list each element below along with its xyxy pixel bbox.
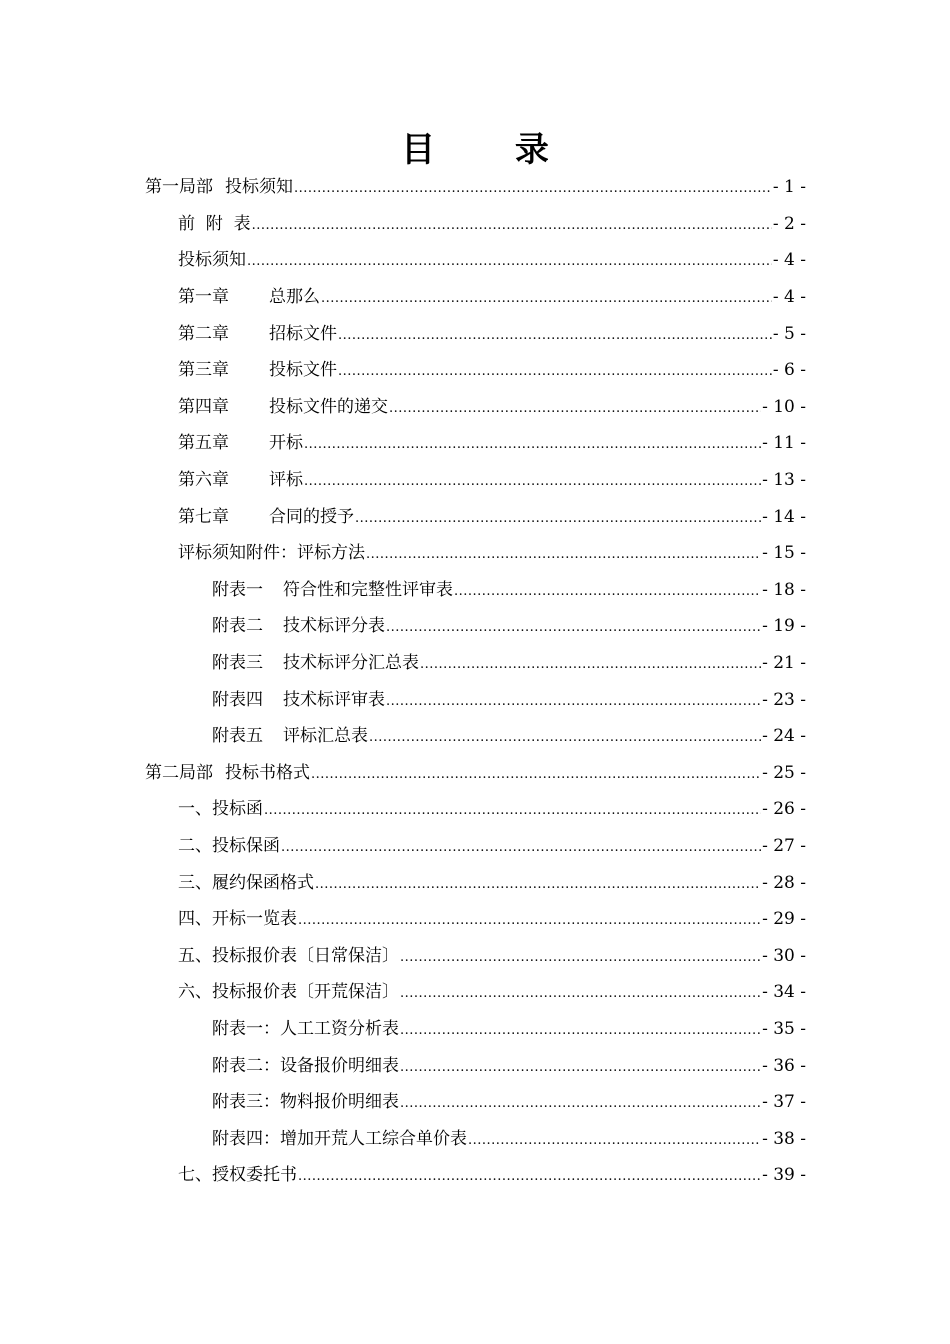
toc-page-number: - 2 - bbox=[772, 213, 806, 234]
toc-entry[interactable] bbox=[178, 389, 806, 426]
toc-dot-leader bbox=[386, 690, 761, 710]
toc-entry[interactable] bbox=[178, 242, 806, 279]
toc-entry-prefix: 评标须知附件：评标方法 bbox=[178, 543, 365, 564]
toc-dot-leader bbox=[304, 470, 761, 490]
toc-entry[interactable] bbox=[178, 535, 806, 572]
toc-dot-leader bbox=[247, 250, 772, 270]
toc-entry-prefix: 六、投标报价表〔开荒保洁〕 bbox=[178, 982, 399, 1003]
toc-entry-label bbox=[212, 1056, 399, 1076]
toc-list bbox=[0, 169, 950, 1194]
toc-entry-label bbox=[212, 1092, 399, 1112]
toc-entry-text: 开标 bbox=[269, 433, 303, 454]
toc-entry-label bbox=[178, 873, 314, 893]
toc-page-number: - 36 - bbox=[762, 1055, 806, 1076]
toc-entry-prefix: 五、投标报价表〔日常保洁〕 bbox=[178, 945, 399, 966]
toc-page-number: - 14 - bbox=[762, 506, 806, 527]
toc-entry-prefix: 附表四：增加开荒人工综合单价表 bbox=[212, 1128, 467, 1149]
toc-entry[interactable] bbox=[178, 462, 806, 499]
toc-dot-leader bbox=[389, 397, 761, 417]
toc-page-number: - 26 - bbox=[762, 799, 806, 820]
toc-entry-prefix: 附表三 bbox=[212, 653, 263, 674]
toc-entry-prefix: 附表一 bbox=[212, 579, 263, 600]
toc-entry-text: 评标汇总表 bbox=[283, 726, 368, 747]
toc-page-number: - 24 - bbox=[762, 726, 806, 747]
toc-entry[interactable] bbox=[178, 901, 806, 938]
toc-entry-label bbox=[178, 433, 303, 453]
toc-entry-label bbox=[178, 470, 303, 490]
toc-entry-label bbox=[178, 324, 337, 344]
toc-page-number: - 11 - bbox=[762, 433, 806, 454]
toc-dot-leader bbox=[298, 1165, 761, 1185]
toc-page-number: - 6 - bbox=[772, 360, 806, 381]
toc-page-number: - 21 - bbox=[762, 653, 806, 674]
toc-entry-prefix: 三、履约保函格式 bbox=[178, 872, 314, 893]
toc-entry[interactable] bbox=[178, 864, 806, 901]
toc-page-number: - 30 - bbox=[762, 945, 806, 966]
toc-page-number: - 4 - bbox=[772, 250, 806, 271]
toc-entry-prefix: 附表四 bbox=[212, 689, 263, 710]
toc-entry-text: 投标文件的递交 bbox=[269, 396, 388, 417]
toc-dot-leader bbox=[338, 324, 772, 344]
toc-entry-prefix: 前 附 表 bbox=[178, 213, 251, 234]
toc-dot-leader bbox=[400, 1019, 761, 1039]
toc-entry[interactable] bbox=[212, 1047, 806, 1084]
toc-entry-label bbox=[178, 982, 399, 1002]
toc-entry-text: 总那么 bbox=[269, 287, 320, 308]
toc-page-number: - 35 - bbox=[762, 1018, 806, 1039]
toc-entry-label bbox=[178, 360, 337, 380]
toc-entry-prefix: 第七章 bbox=[178, 506, 229, 527]
toc-page-number: - 38 - bbox=[762, 1128, 806, 1149]
toc-entry-prefix: 第一局部 bbox=[145, 177, 213, 198]
toc-dot-leader bbox=[311, 763, 761, 783]
toc-entry-prefix: 附表二：设备报价明细表 bbox=[212, 1055, 399, 1076]
toc-page-number: - 10 - bbox=[762, 396, 806, 417]
toc-entry[interactable] bbox=[178, 315, 806, 352]
toc-dot-leader bbox=[298, 909, 761, 929]
toc-entry-prefix: 附表二 bbox=[212, 616, 263, 637]
toc-entry-prefix: 一、投标函 bbox=[178, 799, 263, 820]
toc-dot-leader bbox=[366, 543, 761, 563]
toc-page-number: - 29 - bbox=[762, 909, 806, 930]
toc-dot-leader bbox=[338, 360, 772, 380]
toc-page-number: - 37 - bbox=[762, 1092, 806, 1113]
toc-entry-prefix: 第三章 bbox=[178, 360, 229, 381]
toc-dot-leader bbox=[454, 580, 761, 600]
toc-page-number: - 5 - bbox=[772, 323, 806, 344]
toc-entry-label bbox=[178, 799, 263, 819]
toc-page-number: - 15 - bbox=[762, 543, 806, 564]
toc-entry-text: 符合性和完整性评审表 bbox=[283, 579, 453, 600]
toc-entry[interactable] bbox=[178, 425, 806, 462]
toc-entry-label bbox=[212, 580, 453, 600]
toc-entry-label bbox=[212, 1129, 467, 1149]
toc-dot-leader bbox=[304, 433, 761, 453]
toc-page-number: - 34 - bbox=[762, 982, 806, 1003]
toc-entry-prefix: 附表一：人工工资分析表 bbox=[212, 1018, 399, 1039]
toc-page-number: - 28 - bbox=[762, 872, 806, 893]
toc-entry-label bbox=[212, 1019, 399, 1039]
toc-dot-leader bbox=[264, 799, 761, 819]
toc-entry[interactable] bbox=[212, 718, 806, 755]
toc-entry[interactable] bbox=[212, 645, 806, 682]
toc-entry-text: 招标文件 bbox=[269, 323, 337, 344]
toc-page-number: - 19 - bbox=[762, 616, 806, 637]
toc-entry-prefix: 二、投标保函 bbox=[178, 835, 280, 856]
toc-dot-leader bbox=[315, 873, 761, 893]
toc-entry-label bbox=[212, 616, 385, 636]
toc-entry[interactable] bbox=[212, 1011, 806, 1048]
toc-entry-label bbox=[178, 946, 399, 966]
toc-entry-prefix: 第一章 bbox=[178, 287, 229, 308]
toc-entry-prefix: 七、授权委托书 bbox=[178, 1165, 297, 1186]
toc-dot-leader bbox=[400, 1056, 761, 1076]
toc-dot-leader bbox=[294, 177, 772, 197]
toc-entry[interactable] bbox=[212, 608, 806, 645]
toc-entry-text: 投标文件 bbox=[269, 360, 337, 381]
toc-entry[interactable] bbox=[212, 572, 806, 609]
toc-entry-text: 技术标评分表 bbox=[283, 616, 385, 637]
toc-entry-prefix: 第六章 bbox=[178, 470, 229, 491]
toc-entry[interactable] bbox=[178, 1157, 806, 1194]
toc-entry-label bbox=[145, 177, 293, 197]
toc-entry-label bbox=[212, 726, 368, 746]
toc-dot-leader bbox=[386, 616, 761, 636]
toc-entry-text: 评标 bbox=[269, 470, 303, 491]
toc-entry-label bbox=[145, 763, 310, 783]
toc-entry[interactable] bbox=[178, 498, 806, 535]
toc-page-number: - 4 - bbox=[772, 287, 806, 308]
toc-entry-label bbox=[212, 653, 419, 673]
toc-entry[interactable] bbox=[145, 169, 806, 206]
toc-dot-leader bbox=[369, 726, 761, 746]
toc-entry-label bbox=[178, 214, 251, 234]
toc-entry[interactable] bbox=[178, 791, 806, 828]
toc-entry-prefix: 附表五 bbox=[212, 726, 263, 747]
toc-entry[interactable] bbox=[145, 755, 806, 792]
toc-entry[interactable] bbox=[212, 681, 806, 718]
toc-dot-leader bbox=[281, 836, 761, 856]
toc-dot-leader bbox=[400, 1092, 761, 1112]
toc-entry-text: 合同的授予 bbox=[269, 506, 354, 527]
toc-entry-label bbox=[178, 1165, 297, 1185]
toc-dot-leader bbox=[400, 982, 761, 1002]
toc-entry[interactable] bbox=[178, 974, 806, 1011]
toc-entry[interactable] bbox=[178, 937, 806, 974]
toc-page-number: - 23 - bbox=[762, 689, 806, 710]
toc-entry-prefix: 附表三：物料报价明细表 bbox=[212, 1092, 399, 1113]
toc-page-number: - 39 - bbox=[762, 1165, 806, 1186]
toc-page-number: - 13 - bbox=[762, 470, 806, 491]
toc-entry-prefix: 投标须知 bbox=[178, 250, 246, 271]
toc-entry-label bbox=[212, 690, 385, 710]
toc-dot-leader bbox=[321, 287, 772, 307]
toc-entry[interactable] bbox=[178, 352, 806, 389]
toc-title: 目 录 bbox=[401, 130, 583, 170]
toc-page-number: - 18 - bbox=[762, 579, 806, 600]
toc-entry-label bbox=[178, 836, 280, 856]
toc-page-number: - 25 - bbox=[762, 762, 806, 783]
toc-entry-text: 投标须知 bbox=[225, 177, 293, 198]
toc-entry-label bbox=[178, 397, 388, 417]
toc-entry[interactable] bbox=[178, 828, 806, 865]
toc-entry-label bbox=[178, 287, 320, 307]
toc-entry[interactable] bbox=[212, 1120, 806, 1157]
toc-dot-leader bbox=[468, 1129, 761, 1149]
toc-entry[interactable] bbox=[212, 1084, 806, 1121]
toc-entry[interactable] bbox=[178, 206, 806, 243]
toc-dot-leader bbox=[252, 214, 772, 234]
toc-entry-prefix: 第五章 bbox=[178, 433, 229, 454]
toc-page-number: - 1 - bbox=[772, 177, 806, 198]
toc-entry-prefix: 四、开标一览表 bbox=[178, 909, 297, 930]
toc-entry-text: 技术标评分汇总表 bbox=[283, 653, 419, 674]
toc-entry-label bbox=[178, 507, 354, 527]
toc-dot-leader bbox=[420, 653, 761, 673]
toc-entry-text: 技术标评审表 bbox=[283, 689, 385, 710]
toc-dot-leader bbox=[355, 507, 761, 527]
toc-entry-prefix: 第二局部 bbox=[145, 762, 213, 783]
toc-entry-label bbox=[178, 250, 246, 270]
toc-entry-prefix: 第四章 bbox=[178, 396, 229, 417]
toc-entry-text: 投标书格式 bbox=[225, 762, 310, 783]
toc-entry[interactable] bbox=[178, 279, 806, 316]
toc-entry-prefix: 第二章 bbox=[178, 323, 229, 344]
toc-entry-label bbox=[178, 543, 365, 563]
toc-dot-leader bbox=[400, 946, 761, 966]
toc-entry-label bbox=[178, 909, 297, 929]
toc-page-number: - 27 - bbox=[762, 835, 806, 856]
